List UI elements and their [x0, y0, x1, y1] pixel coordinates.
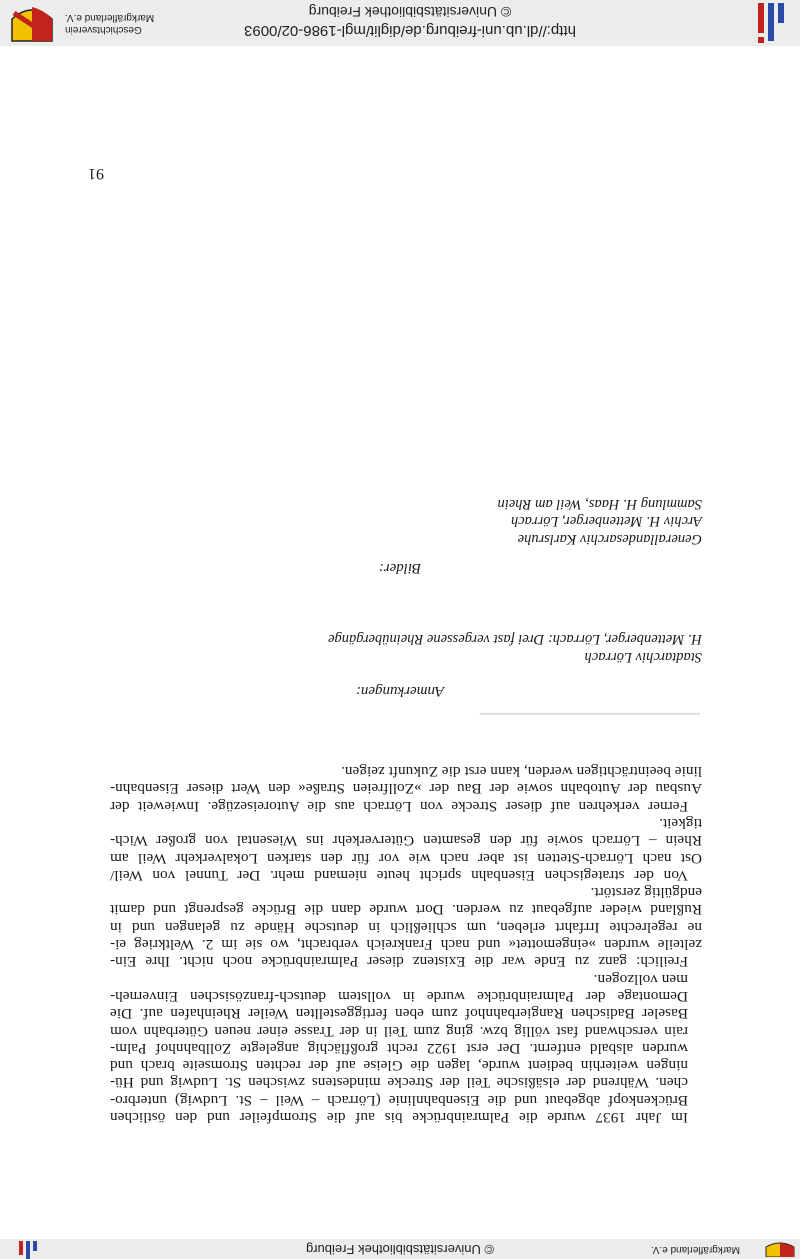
paragraph [110, 884, 702, 970]
notes-heading: Anmerkungen: [355, 683, 445, 699]
image-credit-item: Sammlung H. Haas, Weil am Rhein [497, 496, 702, 512]
society-name-line: Markgräflerland e.V. [65, 12, 155, 23]
page-number: 91 [88, 165, 104, 182]
text-line: Im Jahr 1937 wurde die Palmrainbrücke bis auf die Strompfeiler und den östlichen [110, 1109, 688, 1126]
text-line: endgültig zerstört. [590, 884, 702, 902]
images-heading: Bilder: [378, 560, 422, 576]
text-line: Baseler Badischen Rangierbahnhof zum eben fertiggestellten Weiler Rheinhafen auf. Die [110, 1005, 688, 1023]
text-line: tigkeit. [658, 814, 702, 832]
text-line: linie beeinträchtigen werden, kann erst die Zukunft zeigen. [341, 763, 702, 781]
paragraph [110, 970, 702, 1126]
header-society-text: Markgräflerland e.V. [650, 1244, 740, 1255]
text-line: ne regelrechte Irrfahrt erleben, um schließlich in deutsche Hände zu gelangen und in [110, 918, 702, 936]
footer-url-link[interactable]: http://dl.ub.uni-freiburg.de/diglit/mgl-1986-02/0093 [244, 22, 576, 39]
text-line: Ferner verkehren auf dieser Strecke von Lörrach aus die Autoreisezüge. Inwieweit der [110, 797, 688, 815]
text-line: Ost nach Lörrach-Stetten ist aber nach wie vor für den starken Lokalverkehr Weil am [110, 849, 702, 867]
footer-credit [110, 3, 710, 40]
society-crest-icon [760, 1239, 800, 1257]
image-credits-list [102, 495, 702, 548]
university-logo-icon [740, 1, 800, 45]
text-line: rain verschwand fast völlig bzw. ging zum Teil in der Trasse einer neuen Güterbahn vom [110, 1022, 688, 1040]
society-crest-icon [4, 1, 60, 43]
text-line: Ausbau der Autobahn sowie der Bau der »Zollfreien Straße« den Wert dieser Eisenbahn- [110, 780, 702, 798]
society-name [65, 11, 155, 35]
notes-list [102, 630, 702, 665]
article-body [110, 763, 702, 1126]
society-name-line: Geschichtsverein [65, 24, 142, 35]
note-item: Stadtarchiv Lörrach [584, 649, 702, 665]
image-credit-item: Generallandesarchiv Karlsruhe [517, 531, 702, 547]
text-line: Brückenkopf abgebaut und die Eisenbahnlinie (Lörrach – Weil – St. Ludwig) unterbro- [110, 1091, 688, 1109]
image-credit-item: Archiv H. Mettenberger, Lörrach [510, 513, 702, 530]
text-line: chen. Während der elsäßische Teil der Strecke mindestens zwischen St. Ludwig und Hü- [110, 1074, 688, 1092]
text-line: zelteile wurden »eingemottet« und nach Frankreich verbracht, wo sie im 2. Weltkrieg ei- [110, 936, 702, 954]
text-line: men vollzogen. [593, 970, 688, 988]
paragraph [110, 763, 702, 815]
footer-copyright: © Universitätsbibliothek Freiburg [308, 4, 512, 20]
text-line: wurden alsbald entfernt. Der erst 1922 recht großflächig angelegte Zollbahnhof Palm- [110, 1039, 688, 1057]
text-line: Von der strategischen Eisenbahn spricht heute niemand mehr. Der Tunnel von Weil/ [110, 866, 688, 884]
university-logo-icon [16, 1241, 40, 1259]
text-line: Rußland wieder aufgebaut zu werden. Dort wurde dann die Brücke gesprengt und damit [110, 901, 702, 919]
header-copyright-text: © Universitätsbibliothek Freiburg [305, 1242, 495, 1257]
bleed-through-decoration: ▁▁▁▁▁▁▁▁▁▁▁▁▁▁▁▁▁▁▁▁▁▁ [480, 713, 700, 728]
text-line: Rhein – Lörrach sowie für den gesamten Güterverkehr ins Wiesental von großer Wich- [110, 832, 702, 850]
note-item: H. Mettenberger, Lörrach: Drei fast vergessene Rheinübergänge [328, 631, 702, 648]
paragraph [110, 815, 702, 884]
text-line: ningen weiterhin bedient wurde, lagen die Gleise auf der rechten Stromseite brach und [110, 1057, 688, 1075]
text-line: Freilich: ganz zu Ende war die Existenz dieser Palmrainbrücke noch nicht. Ihre Ein- [110, 953, 688, 971]
text-line: Demontage der Palmrainbrücke wurde in vollstem deutsch-französischen Einverneh- [110, 987, 688, 1005]
